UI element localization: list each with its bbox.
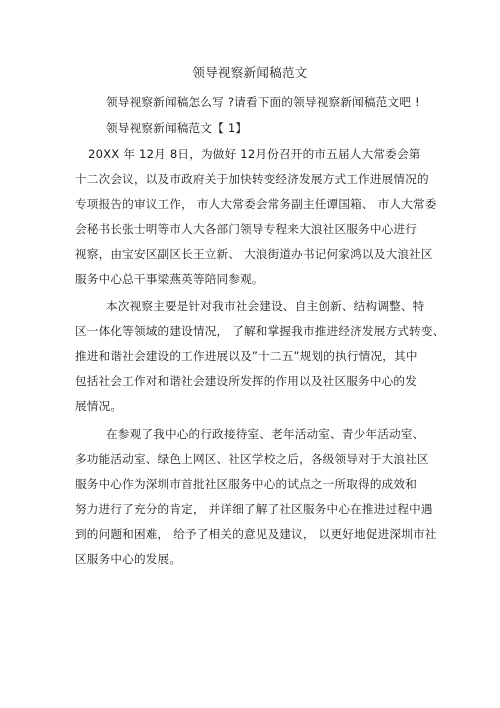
paragraph-3-line-6: 区服务中心的发展。	[75, 552, 182, 566]
paragraph-2-line-4: 包括社会工作对和谐社会建设所发挥的作用以及社区服务中心的发	[75, 374, 418, 388]
paragraph-1-line-3: 专项报告的审议工作， 市人大常委会常务副主任谭国箱、 市人大常委	[75, 197, 437, 211]
paragraph-1-line-4: 会秘书长张士明等市人大各部门领导专程来大浪社区服务中心进行	[75, 222, 418, 236]
paragraph-3-line-4: 努力进行了充分的肯定， 并详细了解了社区服务中心在推进过程中遇	[75, 502, 433, 516]
paragraph-3-line-3: 服务中心作为深圳市首批社区服务中心的试点之一所取得的成效和	[75, 477, 418, 491]
intro-line: 领导视察新闻稿怎么写 ?请看下面的领导视察新闻稿范文吧 !	[106, 95, 420, 109]
paragraph-1-line-1: 20XX 年 12月 8日，为做好 12月份召开的市五届人大常委会第	[88, 147, 421, 161]
paragraph-3-line-1: 在参观了我中心的行政接待室、老年活动室、青少年活动室、	[106, 427, 425, 441]
paragraph-2-line-1: 本次视察主要是针对我市社会建设、自主创新、结构调整、特	[106, 299, 425, 313]
sample-heading: 领导视察新闻稿范文【 1】	[106, 121, 248, 135]
paragraph-3-line-5: 到的问题和困难， 给予了相关的意见及建议， 以更好地促进深圳市社	[75, 527, 437, 541]
paragraph-2-line-2: 区一体化等领域的建设情况， 了解和掌握我市推进经济发展方式转变、	[75, 324, 445, 338]
paragraph-1-line-6: 服务中心总干事梁燕英等陪同参观。	[75, 272, 264, 286]
paragraph-1-line-2: 十二次会议，以及市政府关于加快转变经济发展方式工作进展情况的	[75, 172, 429, 186]
paragraph-2-line-5: 展情况。	[75, 399, 123, 413]
paragraph-2-line-3: 推进和谐社会建设的工作进展以及”十二五”规划的执行情况，其中	[75, 349, 418, 363]
document-title: 领导视察新闻稿范文	[192, 65, 308, 80]
paragraph-1-line-5: 视察，由宝安区副区长王立新、 大浪街道办书记何家鸿以及大浪社区	[75, 247, 433, 261]
paragraph-3-line-2: 多功能活动室、绿色上网区、社区学校之后，各级领导对于大浪社区	[75, 452, 429, 466]
